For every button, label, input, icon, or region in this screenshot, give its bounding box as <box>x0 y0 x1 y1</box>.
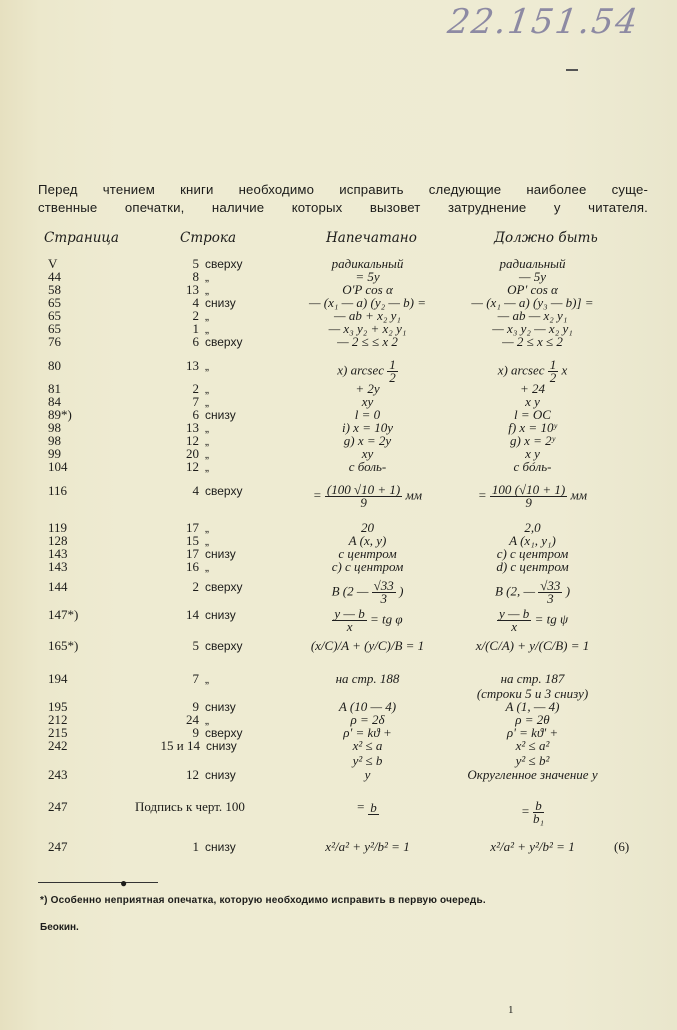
line-direction: снизу <box>205 296 236 310</box>
page-cell: 116 <box>48 483 68 498</box>
value: ρ = 2θ <box>515 712 550 727</box>
header-correct: Должно быть <box>494 230 598 246</box>
line-direction: „ <box>205 283 209 297</box>
line-number: 9 <box>192 725 199 740</box>
line-cell <box>175 672 209 686</box>
page-cell: 143 <box>48 546 68 561</box>
numerator: 1 <box>389 357 396 372</box>
denominator: 3 <box>547 591 554 606</box>
page-cell: 104 <box>48 459 68 474</box>
line-direction: „ <box>205 534 209 548</box>
prefix: B (2, — <box>494 583 536 599</box>
value: x² ≤ a <box>352 738 383 753</box>
line-number: 5 <box>192 256 199 271</box>
line-number: 13 <box>186 282 199 297</box>
line-number: 4 <box>192 295 199 310</box>
line-direction: „ <box>205 672 209 686</box>
line-cell <box>175 484 242 498</box>
page-cell: 194 <box>48 671 68 686</box>
page-cell: 143 <box>48 559 68 574</box>
page-cell: 128 <box>48 533 68 548</box>
value: y <box>364 767 371 782</box>
line-cell <box>135 800 245 813</box>
value: f) x = 10ʸ <box>508 420 557 435</box>
line-number: 9 <box>192 699 199 714</box>
line-direction: „ <box>205 395 209 409</box>
numerator: √33 <box>540 578 561 593</box>
value: 2,0 <box>524 520 541 535</box>
suffix: мм <box>405 487 423 503</box>
numerator: (100 √10 + 1) <box>326 482 401 497</box>
printed-cell <box>285 560 450 573</box>
line-direction: „ <box>205 434 209 448</box>
correct-cell <box>445 484 620 509</box>
suffix: мм <box>570 487 588 503</box>
line-number: 12 <box>186 433 199 448</box>
line-direction: „ <box>205 359 209 373</box>
value: + 2y <box>355 381 380 396</box>
page-cell: 98 <box>48 420 61 435</box>
line-number: 12 <box>186 459 199 474</box>
line-cell <box>175 283 209 297</box>
value: — (x₁ — a) (y₃ — b)] = <box>471 295 594 310</box>
value: с бóль- <box>513 459 552 474</box>
correct-cell <box>445 335 620 348</box>
fraction <box>497 608 531 633</box>
numerator: 100 (√10 + 1) <box>491 482 566 497</box>
page-cell: 65 <box>48 295 61 310</box>
line-direction: снизу <box>205 700 236 714</box>
printed-cell <box>285 580 450 605</box>
prefix: = <box>520 803 530 819</box>
value: радикальный <box>331 256 404 271</box>
value: на стр. 187 <box>500 671 565 686</box>
line-direction: сверху <box>205 257 243 271</box>
fraction <box>533 800 544 825</box>
correct-cell <box>445 768 620 781</box>
suffix: = tg ψ <box>534 611 569 627</box>
line-number: 2 <box>192 381 199 396</box>
signature: Беокин. <box>40 922 79 933</box>
ink-dash-mark <box>566 69 578 71</box>
line-number: 2 <box>192 308 199 323</box>
line-cell <box>175 639 242 653</box>
correct-cell <box>445 739 620 767</box>
value: x²/a² + y²/b² = 1 <box>325 839 410 854</box>
line-direction: „ <box>205 521 209 535</box>
page-cell: 65 <box>48 308 61 323</box>
suffix: ) <box>565 583 571 599</box>
page-cell: 65 <box>48 321 61 336</box>
line-number: 15 и 14 <box>160 738 200 753</box>
value: A (x, y) <box>348 533 387 548</box>
page-cell: 165*) <box>48 638 79 653</box>
value: c) с центром <box>496 546 569 561</box>
fraction <box>368 799 379 815</box>
intro-line-2: ственные опечатки, наличие которых вызовет затруднение у читателя. <box>38 200 648 215</box>
suffix: x <box>561 362 568 378</box>
line-direction: „ <box>205 309 209 323</box>
page-cell: 76 <box>48 334 61 349</box>
correct-cell <box>445 560 620 573</box>
numerator: y — b <box>334 606 365 621</box>
line-cell <box>175 335 242 349</box>
suffix: ) <box>399 583 404 599</box>
correct-cell <box>445 639 620 652</box>
line-number: 16 <box>186 559 199 574</box>
suffix: = tg φ <box>370 611 403 627</box>
value: на стр. 188 <box>335 671 400 686</box>
line-cell <box>175 713 209 727</box>
line-direction: „ <box>205 713 209 727</box>
page-cell: 243 <box>48 767 68 782</box>
line-direction: сверху <box>205 484 243 498</box>
line-cell <box>175 408 236 422</box>
header-page: Страница <box>44 230 119 246</box>
printed-cell <box>285 460 450 473</box>
printed-cell <box>285 768 450 781</box>
value-line-2: y² ≤ b² <box>515 753 550 768</box>
value: xy <box>361 394 374 409</box>
page-cell: 80 <box>48 358 61 373</box>
prefix: x) arcsec <box>337 362 385 378</box>
value: g) x = 2y <box>343 433 392 448</box>
page-cell: 119 <box>48 520 68 535</box>
page-cell: 84 <box>48 394 61 409</box>
page-cell: 247 <box>48 799 68 814</box>
denominator: 3 <box>380 591 387 606</box>
line-cell <box>175 608 236 622</box>
prefix: = <box>477 487 487 503</box>
correct-cell <box>445 800 620 825</box>
numerator: y — b <box>498 606 530 621</box>
line-number: 1 <box>192 839 199 854</box>
line-caption: Подпись к черт. 100 <box>135 799 245 814</box>
line-number: 7 <box>192 671 199 686</box>
value: Округленное значение y <box>467 767 598 782</box>
page-cell: 89*) <box>48 407 72 422</box>
prefix: B (2 — <box>331 583 369 599</box>
line-cell <box>175 460 209 474</box>
value: d) с центром <box>496 559 569 574</box>
line-cell <box>175 768 236 782</box>
line-number: 2 <box>192 579 199 594</box>
header-line: Строка <box>180 230 237 246</box>
value: OP' cos α <box>507 282 558 297</box>
page-cell: 212 <box>48 712 68 727</box>
value: i) x = 10y <box>341 420 393 435</box>
printed-cell <box>285 739 450 767</box>
page-cell: 81 <box>48 381 61 396</box>
value: l = 0 <box>354 407 381 422</box>
line-cell <box>175 359 209 373</box>
page-cell: 58 <box>48 282 61 297</box>
line-direction: „ <box>205 322 209 336</box>
page-cell: 44 <box>48 269 61 284</box>
page-cell: 242 <box>48 738 68 753</box>
line-direction: „ <box>205 460 209 474</box>
value: — (x₁ — a) (y₂ — b) = <box>308 295 427 310</box>
line-cell <box>175 700 236 714</box>
denominator: 9 <box>525 495 532 510</box>
value: g) x = 2ʸ <box>510 433 555 448</box>
denominator: 2 <box>549 370 557 385</box>
value: с центром <box>338 546 397 561</box>
footnote-separator <box>38 882 158 883</box>
line-direction: снизу <box>206 739 237 753</box>
printed-cell <box>285 672 450 685</box>
numerator: √33 <box>373 578 394 593</box>
page-number: 1 <box>508 1004 514 1016</box>
numerator: b <box>370 799 377 815</box>
value: радиальный <box>499 256 566 271</box>
numerator: b <box>533 800 544 813</box>
printed-cell <box>285 639 450 652</box>
denominator: 2 <box>389 370 396 385</box>
denominator: b₁ <box>533 811 545 826</box>
line-cell <box>175 322 209 336</box>
value: xy <box>361 446 374 461</box>
value: — 2 ≤ x ≤ 2 <box>502 334 563 349</box>
fraction <box>332 608 366 633</box>
footnote: *) Особенно неприятная опечатка, которую необходимо исправить в первую очередь. <box>40 895 486 906</box>
value: A (1, — 4) <box>505 699 560 714</box>
handwritten-catalog-number: 22.151.54 <box>445 2 642 42</box>
page-cell: 147*) <box>48 607 79 622</box>
page-cell: 215 <box>48 725 68 740</box>
line-direction: „ <box>205 421 209 435</box>
line-number: 5 <box>192 638 199 653</box>
line-direction: сверху <box>205 335 243 349</box>
value: A (10 — 4) <box>338 699 397 714</box>
page-cell: 247 <box>48 839 68 854</box>
line-number: 17 <box>186 520 199 535</box>
value: — 2 ≤ ≤ x 2 <box>337 334 398 349</box>
line-direction: снизу <box>205 840 236 854</box>
value: — x₃ y₂ + x₂ y₁ <box>328 321 407 336</box>
line-number: 8 <box>192 269 199 284</box>
line-cell <box>175 296 236 310</box>
line-direction: „ <box>205 382 209 396</box>
value: — x₃ y₂ — x₂ y₁ <box>492 321 573 336</box>
value: ρ' = kϑ + <box>343 725 392 740</box>
numerator: 1 <box>549 357 557 372</box>
page-cell: 99 <box>48 446 61 461</box>
line-number: 1 <box>192 321 199 336</box>
printed-cell <box>285 608 450 633</box>
value: ρ = 2δ <box>350 712 385 727</box>
intro-line-1: Перед чтением книги необходимо исправить следующие наиболее суще- <box>38 182 648 197</box>
fraction <box>325 484 402 509</box>
denominator: x <box>511 619 518 634</box>
value: x² ≤ a² <box>515 738 550 753</box>
printed-cell <box>285 800 450 815</box>
value-line-2: (строки 5 и 3 снизу) <box>476 686 589 701</box>
page-cell: 144 <box>48 579 68 594</box>
line-direction: снизу <box>205 608 236 622</box>
prefix: x) arcsec <box>497 362 545 378</box>
value: — ab + x₂ y₁ <box>334 308 401 323</box>
line-direction: „ <box>205 270 209 284</box>
correct-cell <box>445 672 620 700</box>
correct-cell <box>445 460 620 473</box>
line-number: 6 <box>192 334 199 349</box>
equation-number: (6) <box>614 839 630 854</box>
line-cell <box>175 309 209 323</box>
prefix: = <box>312 487 322 503</box>
value: x y <box>525 446 540 461</box>
line-direction: сверху <box>205 726 243 740</box>
value: с боль- <box>348 459 387 474</box>
value: x y <box>525 394 540 409</box>
line-number: 6 <box>192 407 199 422</box>
line-number: 13 <box>186 420 199 435</box>
line-cell <box>175 395 209 409</box>
line-number: 17 <box>186 546 199 561</box>
line-direction: снизу <box>205 408 236 422</box>
value: x²/a² + y²/b² = 1 <box>490 839 575 854</box>
value: x/(C/A) + y/(C/B) = 1 <box>475 638 590 653</box>
line-number: 12 <box>186 767 199 782</box>
line-number: 7 <box>192 394 199 409</box>
value: — ab — x₂ y₁ <box>497 308 568 323</box>
line-number: 20 <box>186 446 199 461</box>
value: O'P cos α <box>342 282 393 297</box>
denominator: 9 <box>360 495 367 510</box>
page-cell: V <box>48 256 58 271</box>
value: — 5y <box>518 269 547 284</box>
errata-intro <box>38 181 648 217</box>
line-direction: снизу <box>205 768 236 782</box>
value: = 5y <box>355 269 380 284</box>
line-cell <box>175 382 209 396</box>
correct-cell <box>445 840 620 853</box>
fraction <box>490 484 567 509</box>
line-number: 4 <box>192 483 199 498</box>
line-direction: „ <box>205 447 209 461</box>
line-cell <box>175 257 242 271</box>
fraction <box>372 580 396 605</box>
fraction <box>387 359 398 384</box>
line-direction: сверху <box>205 580 243 594</box>
value: (x/C)/A + (y/C)/B = 1 <box>310 638 425 653</box>
value-line-2: y² ≤ b <box>352 753 383 768</box>
correct-cell <box>445 580 620 605</box>
line-cell <box>175 580 242 594</box>
line-cell <box>175 547 236 561</box>
line-cell <box>175 840 236 854</box>
correct-cell <box>445 608 620 633</box>
line-cell <box>140 739 237 753</box>
value: 20 <box>361 520 374 535</box>
prefix: = <box>356 799 366 814</box>
line-direction: снизу <box>205 547 236 561</box>
printed-cell <box>285 484 450 509</box>
page-cell: 98 <box>48 433 61 448</box>
page-cell: 195 <box>48 699 68 714</box>
line-number: 24 <box>186 712 199 727</box>
value: c) с центром <box>331 559 404 574</box>
header-printed: Напечатано <box>326 230 417 246</box>
value: + 24 <box>519 381 546 396</box>
value: l = OC <box>514 407 551 422</box>
line-cell <box>175 560 209 574</box>
value: A (x₁, y₁) <box>509 533 556 548</box>
value: ρ' = kϑ' + <box>506 725 559 740</box>
fraction <box>538 580 562 605</box>
line-direction: „ <box>205 560 209 574</box>
line-number: 14 <box>186 607 199 622</box>
line-number: 13 <box>186 358 199 373</box>
separator-ornament-icon: ● <box>120 876 128 890</box>
fraction <box>548 359 559 384</box>
line-number: 15 <box>186 533 199 548</box>
line-direction: сверху <box>205 639 243 653</box>
printed-cell <box>285 840 450 853</box>
denominator: x <box>346 619 353 634</box>
printed-cell <box>285 335 450 348</box>
